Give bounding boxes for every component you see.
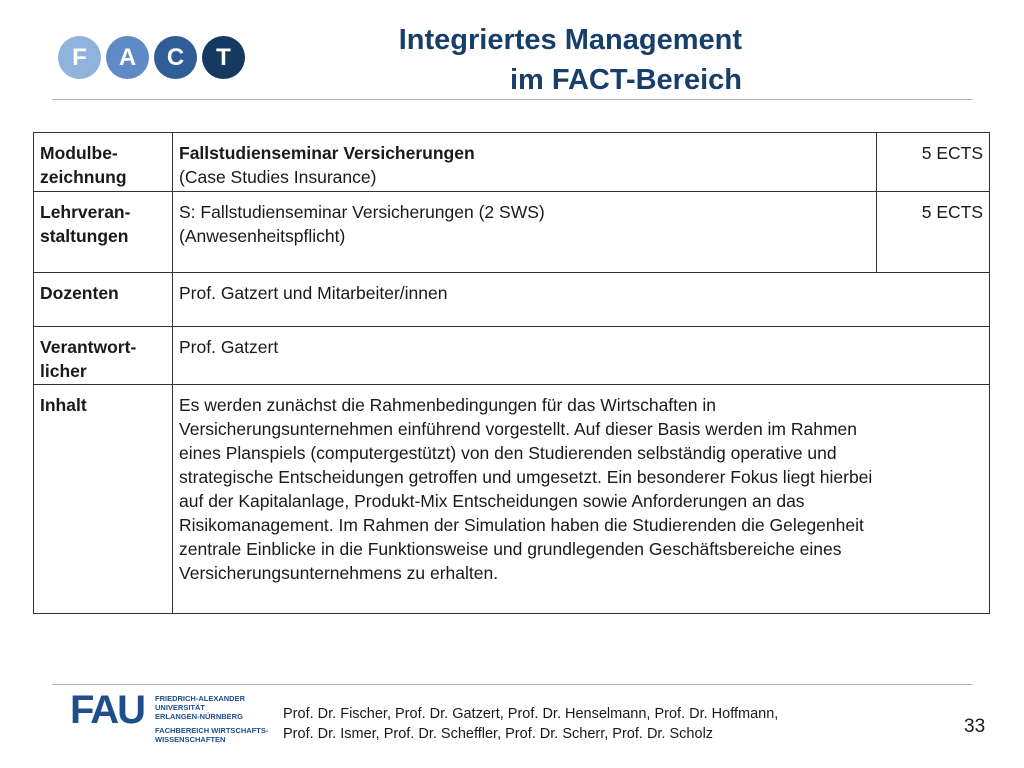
row-label xyxy=(34,133,173,192)
logo-letter-f: F xyxy=(58,36,101,79)
page-number: 33 xyxy=(964,716,986,737)
fau-logo-mark: FAU xyxy=(70,688,144,732)
label-text: Inhalt xyxy=(40,395,87,415)
ects-value: 5 ECTS xyxy=(877,192,990,273)
title-line-1: Integriertes Management xyxy=(398,24,742,56)
logo-letter-t: T xyxy=(202,36,245,79)
slide-title xyxy=(399,20,742,100)
content-text: Prof. Gatzert und Mitarbeiter/innen xyxy=(179,283,448,303)
row-content xyxy=(173,192,877,273)
row-content xyxy=(173,385,990,614)
fau-department-name: FACHBEREICH WIRTSCHAFTS- WISSENSCHAFTEN xyxy=(155,726,269,744)
row-label xyxy=(34,327,173,385)
fau-university-name: FRIEDRICH-ALEXANDER UNIVERSITÄT ERLANGEN-NÜRNBERG xyxy=(155,694,245,721)
content-text: S: Fallstudienseminar Versicherungen (2 SWS) (Anwesenheitspflicht) xyxy=(179,202,545,246)
professors-line-1: Prof. Dr. Fischer, Prof. Dr. Gatzert, Prof. Dr. Henselmann, Prof. Dr. Hoffmann, xyxy=(283,706,779,722)
row-label xyxy=(34,192,173,273)
row-content xyxy=(173,273,990,327)
header-divider xyxy=(52,99,973,100)
title-line-2: im FACT-Bereich xyxy=(509,64,742,96)
table-row xyxy=(34,273,990,327)
footer-divider xyxy=(52,684,973,685)
label-text: Lehrveran- staltungen xyxy=(40,202,131,246)
content-text: Prof. Gatzert xyxy=(179,337,279,357)
module-name: Fallstudienseminar Versicherungen xyxy=(179,143,475,163)
table-row xyxy=(34,192,990,273)
label-text: Verantwort- licher xyxy=(40,337,137,381)
label-text: Dozenten xyxy=(40,283,119,303)
row-label xyxy=(34,385,173,614)
table-row xyxy=(34,327,990,385)
logo-letter-c: C xyxy=(154,36,197,79)
module-english-name: (Case Studies Insurance) xyxy=(179,167,377,187)
row-content xyxy=(173,133,877,192)
professors-line-2: Prof. Dr. Ismer, Prof. Dr. Scheffler, Prof. Dr. Scherr, Prof. Dr. Scholz xyxy=(283,726,714,742)
module-table xyxy=(33,132,990,614)
label-text: Modulbe- zeichnung xyxy=(40,143,127,187)
row-label xyxy=(34,273,173,327)
ects-value: 5 ECTS xyxy=(877,133,990,192)
logo-letter-a: A xyxy=(106,36,149,79)
table-row xyxy=(34,133,990,192)
table-row xyxy=(34,385,990,614)
fau-logo xyxy=(70,690,270,750)
content-text: Es werden zunächst die Rahmenbedingungen für das Wirtschaften in Versicherungsunternehmen einführend vorgestellt. Auf dieser Basis werden im Rahmen eines Planspiels (computergestützt) von den Studierenden selbständig operative und strategische Entscheidungen getroffen und umgesetzt. Ein besonderer Fokus liegt hierbei auf der Kapitalanlage, Produkt-Mix Entscheidungen sowie Anforderungen an das Risikomanagement. Im Rahmen der Simulation haben die Studierenden die Gelegenheit zentrale Einblicke in die Funktionsweise und grundlegenden Geschäftsbereiche eines Versicherungsunternehmens zu erhalten. xyxy=(179,395,873,583)
row-content xyxy=(173,327,990,385)
footer-professors xyxy=(283,704,778,744)
